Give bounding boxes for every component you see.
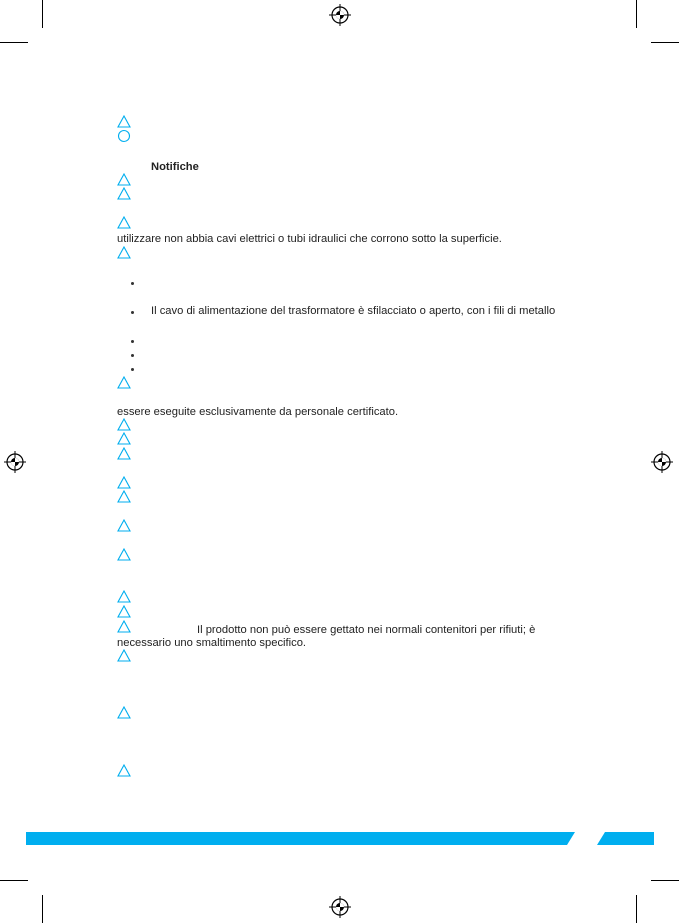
registration-mark-icon <box>329 896 351 918</box>
warning-triangle-icon <box>117 519 131 532</box>
crop-mark <box>636 895 637 923</box>
warning-triangle-icon <box>117 548 131 561</box>
warning-triangle-icon <box>117 447 131 460</box>
registration-mark-icon <box>4 451 26 473</box>
notice-line: utilizzare non abbia cavi elettrici o tubi idraulici che corrono sotto la superficie. <box>117 233 502 245</box>
warning-triangle-icon <box>117 187 131 200</box>
warning-triangle-icon <box>117 764 131 777</box>
crop-mark <box>651 42 679 43</box>
warning-triangle-icon <box>117 115 131 128</box>
bullet-dot <box>131 354 134 357</box>
warning-triangle-icon <box>117 246 131 259</box>
notice-line: Il prodotto non può essere gettato nei normali contenitori per rifiuti; è <box>197 624 536 636</box>
warning-triangle-icon <box>117 706 131 719</box>
warning-triangle-icon <box>117 476 131 489</box>
bullet-dot <box>131 368 134 371</box>
bullet-dot <box>131 311 134 314</box>
warning-triangle-icon <box>117 418 131 431</box>
footer-page-number-gap <box>567 832 605 845</box>
warning-triangle-icon <box>117 173 131 186</box>
registration-mark-icon <box>651 451 673 473</box>
warning-triangle-icon <box>117 376 131 389</box>
registration-mark-icon <box>329 4 351 26</box>
crop-mark <box>0 880 28 881</box>
warning-triangle-icon <box>117 620 131 633</box>
footer-bar <box>26 832 654 845</box>
info-circle-icon <box>117 129 131 143</box>
crop-mark <box>0 42 28 43</box>
warning-triangle-icon <box>117 490 131 503</box>
warning-triangle-icon <box>117 649 131 662</box>
crop-mark <box>42 895 43 923</box>
warning-triangle-icon <box>117 605 131 618</box>
warning-triangle-icon <box>117 590 131 603</box>
bullet-line: Il cavo di alimentazione del trasformatore è sfilacciato o aperto, con i fili di metallo <box>151 305 556 317</box>
notice-line: necessario uno smaltimento specifico. <box>117 637 307 649</box>
warning-triangle-icon <box>117 432 131 445</box>
warning-triangle-icon <box>117 216 131 229</box>
crop-mark <box>651 880 679 881</box>
section-heading: Notifiche <box>151 161 199 173</box>
crop-mark <box>42 0 43 28</box>
notice-line: essere eseguite esclusivamente da personale certificato. <box>117 406 399 418</box>
crop-mark <box>636 0 637 28</box>
bullet-dot <box>131 282 134 285</box>
bullet-dot <box>131 340 134 343</box>
